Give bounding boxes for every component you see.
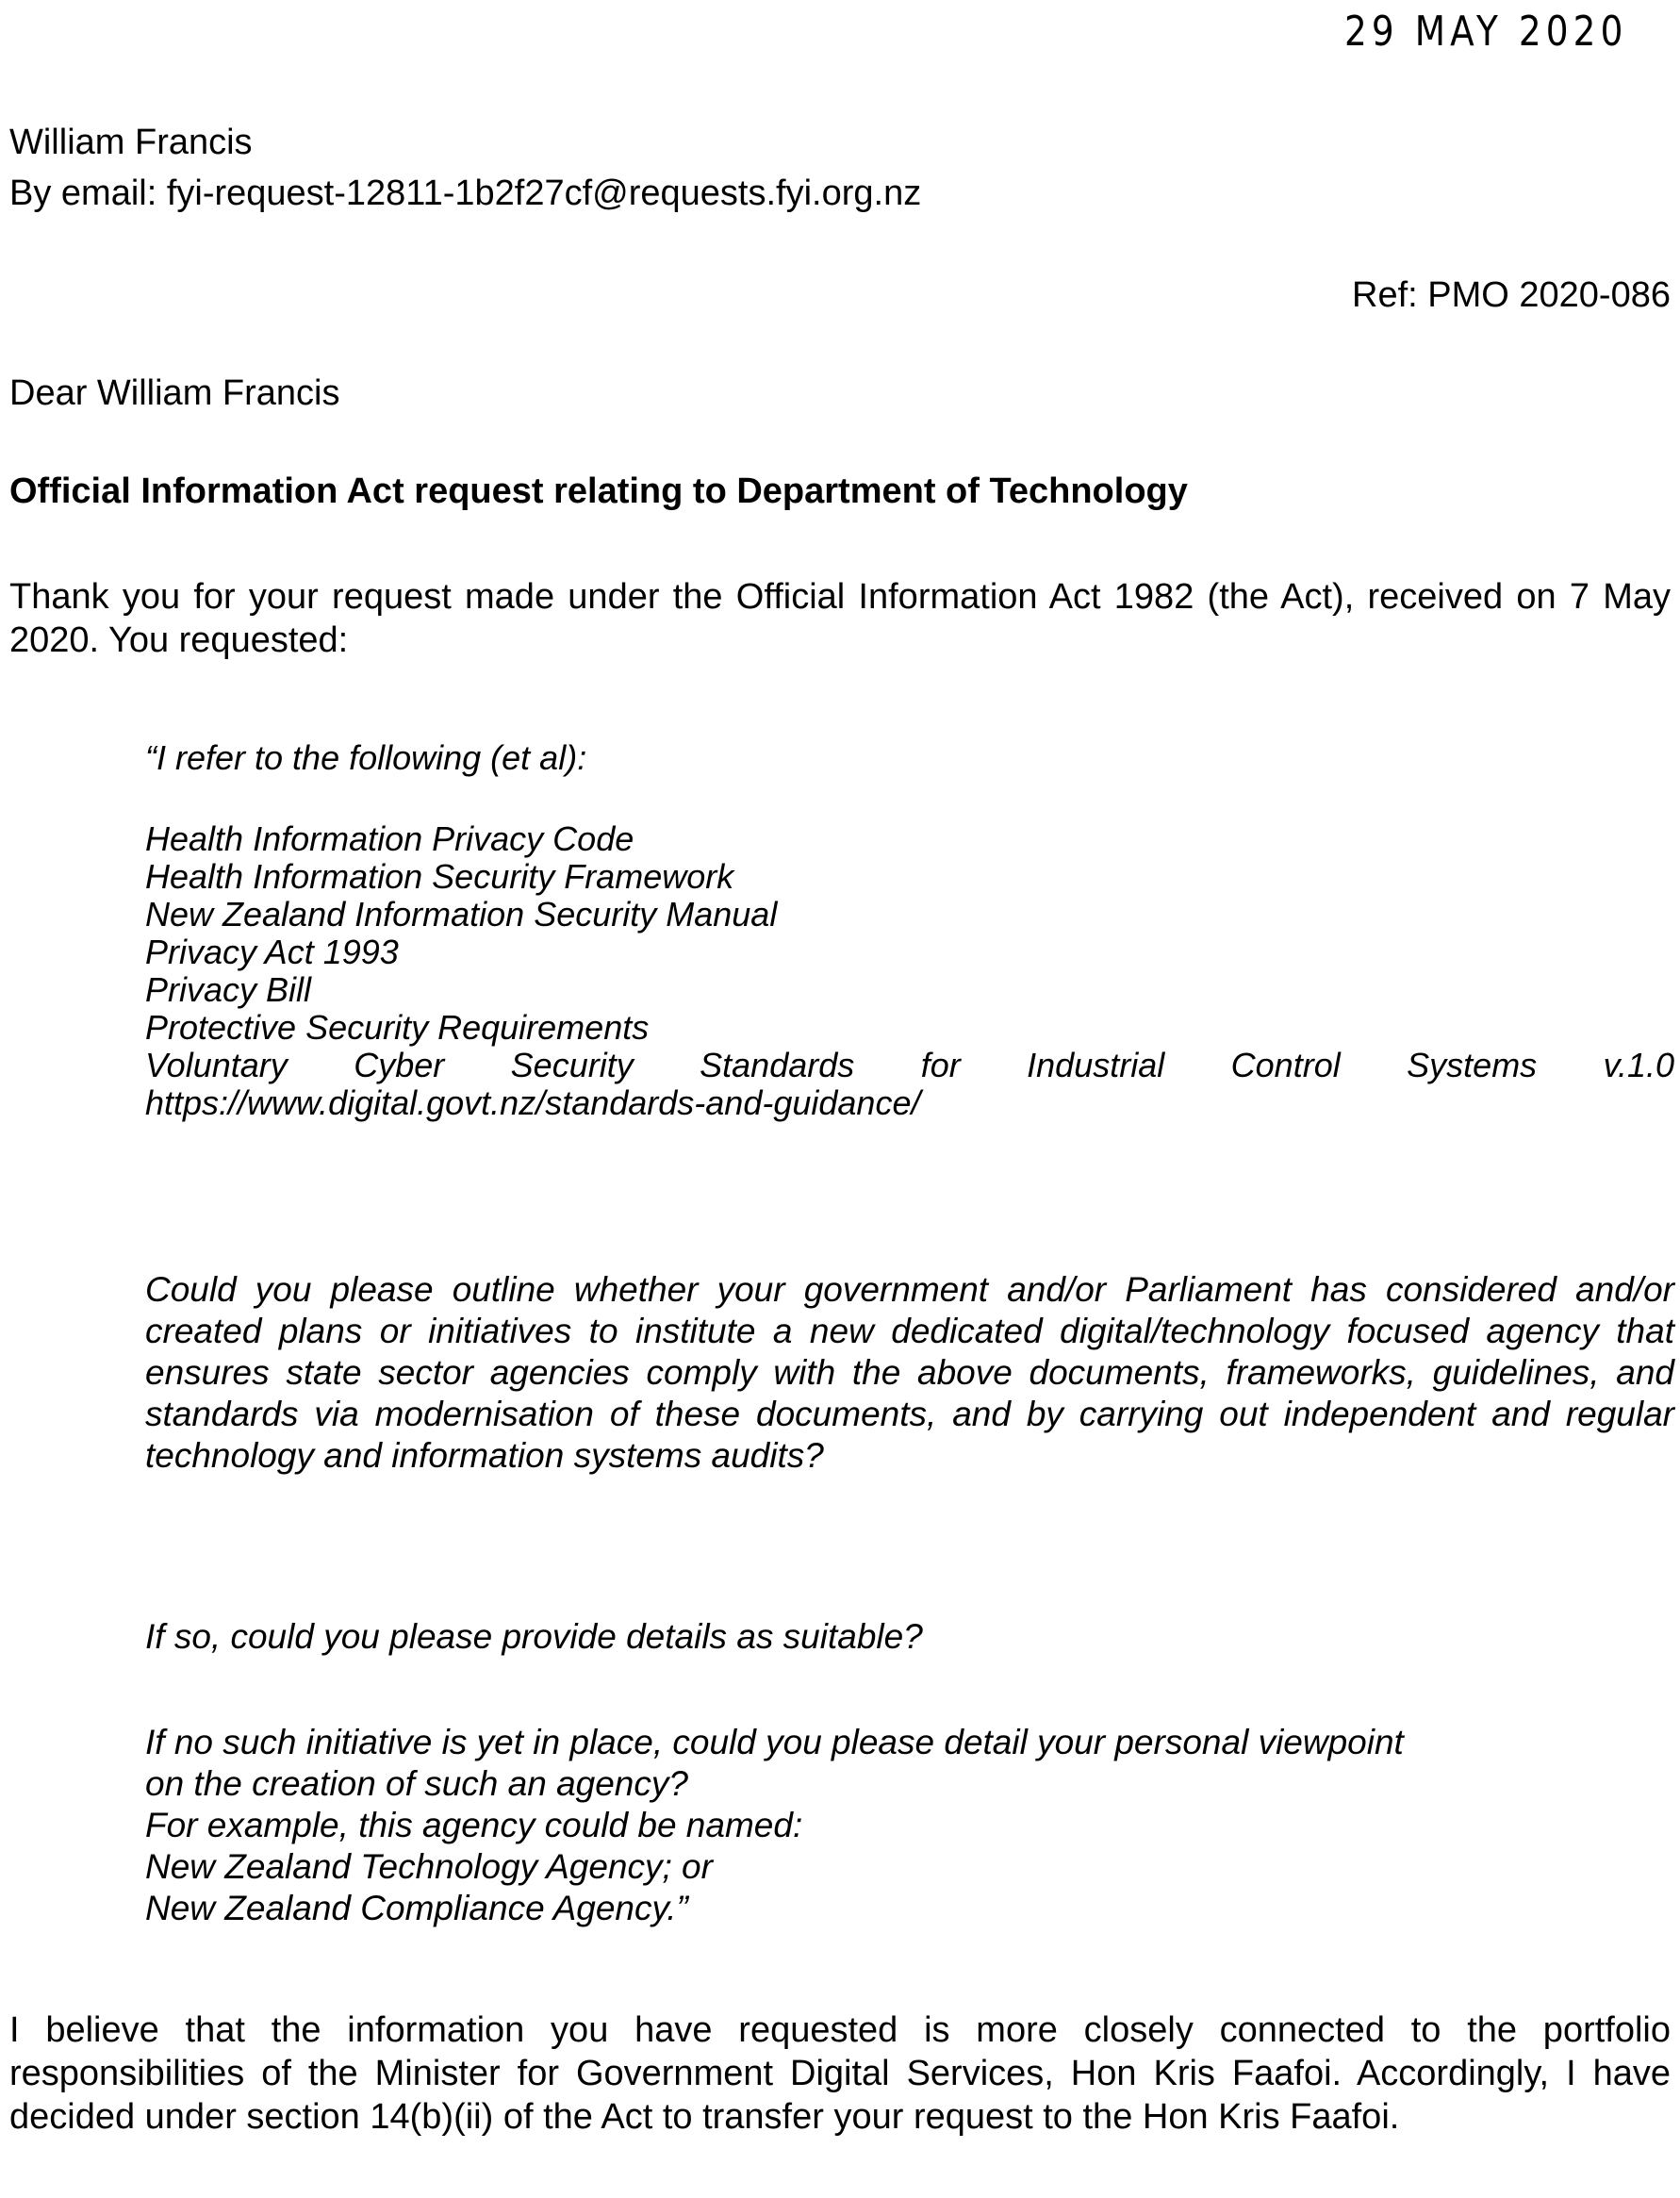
quote-line: New Zealand Technology Agency; or (145, 1847, 713, 1886)
reference-number: Ref: PMO 2020-086 (1352, 275, 1671, 315)
quote-no-initiative (145, 1722, 1674, 1929)
intro-paragraph: Thank you for your request made under the Official Information Act 1982 (the Act), received on 7 May 2020. You requested: (9, 577, 1671, 660)
document-link: https://www.digital.govt.nz/standards-and-guidance/ (145, 1083, 921, 1122)
quote-if-so: If so, could you please provide details as suitable? (145, 1617, 923, 1656)
quote-line: For example, this agency could be named: (145, 1806, 803, 1844)
quote-question: Could you please outline whether your government and/or Parliament has considered and/or created plans or initiatives to institute a new dedicated digital/technology focused agency that ensures state sector agencies comply with the above documents, frameworks, guidelines, and standards via modernisation of these documents, and by carrying out independent and regular technology and information systems audits? (145, 1270, 1674, 1475)
salutation: Dear William Francis (9, 373, 340, 413)
document-item: Health Information Privacy Code (145, 819, 634, 858)
document-item: Privacy Act 1993 (145, 933, 399, 971)
quote-intro: “I refer to the following (et al): (145, 738, 587, 777)
letter-heading: Official Information Act request relating to Department of Technology (9, 471, 1188, 511)
document-list (145, 820, 1674, 1122)
document-item: Voluntary Cyber Security Standards for Industrial Control Systems v.1.0 (145, 1046, 1674, 1084)
document-item: New Zealand Information Security Manual (145, 895, 778, 934)
quote-line: on the creation of such an agency? (145, 1764, 688, 1803)
quote-line: If no such initiative is yet in place, could you please detail your personal viewpoint (145, 1723, 1404, 1761)
recipient-name: William Francis (9, 123, 253, 162)
document-item: Health Information Security Framework (145, 857, 734, 896)
document-item: Privacy Bill (145, 970, 312, 1009)
date-stamp: 29 MAY 2020 (1343, 8, 1627, 56)
quote-line: New Zealand Compliance Agency.” (145, 1889, 688, 1927)
recipient-email: By email: fyi-request-12811-1b2f27cf@requests.fyi.org.nz (9, 174, 922, 213)
closing-paragraph: I believe that the information you have requested is more closely connected to the portfolio responsibilities of the Minister for Government Digital Services, Hon Kris Faafoi. Accordingly, I have decided under section 14(b)(ii) of the Act to transfer your request to the Hon Kris Faafoi. (9, 2010, 1671, 2137)
document-item: Protective Security Requirements (145, 1008, 650, 1047)
